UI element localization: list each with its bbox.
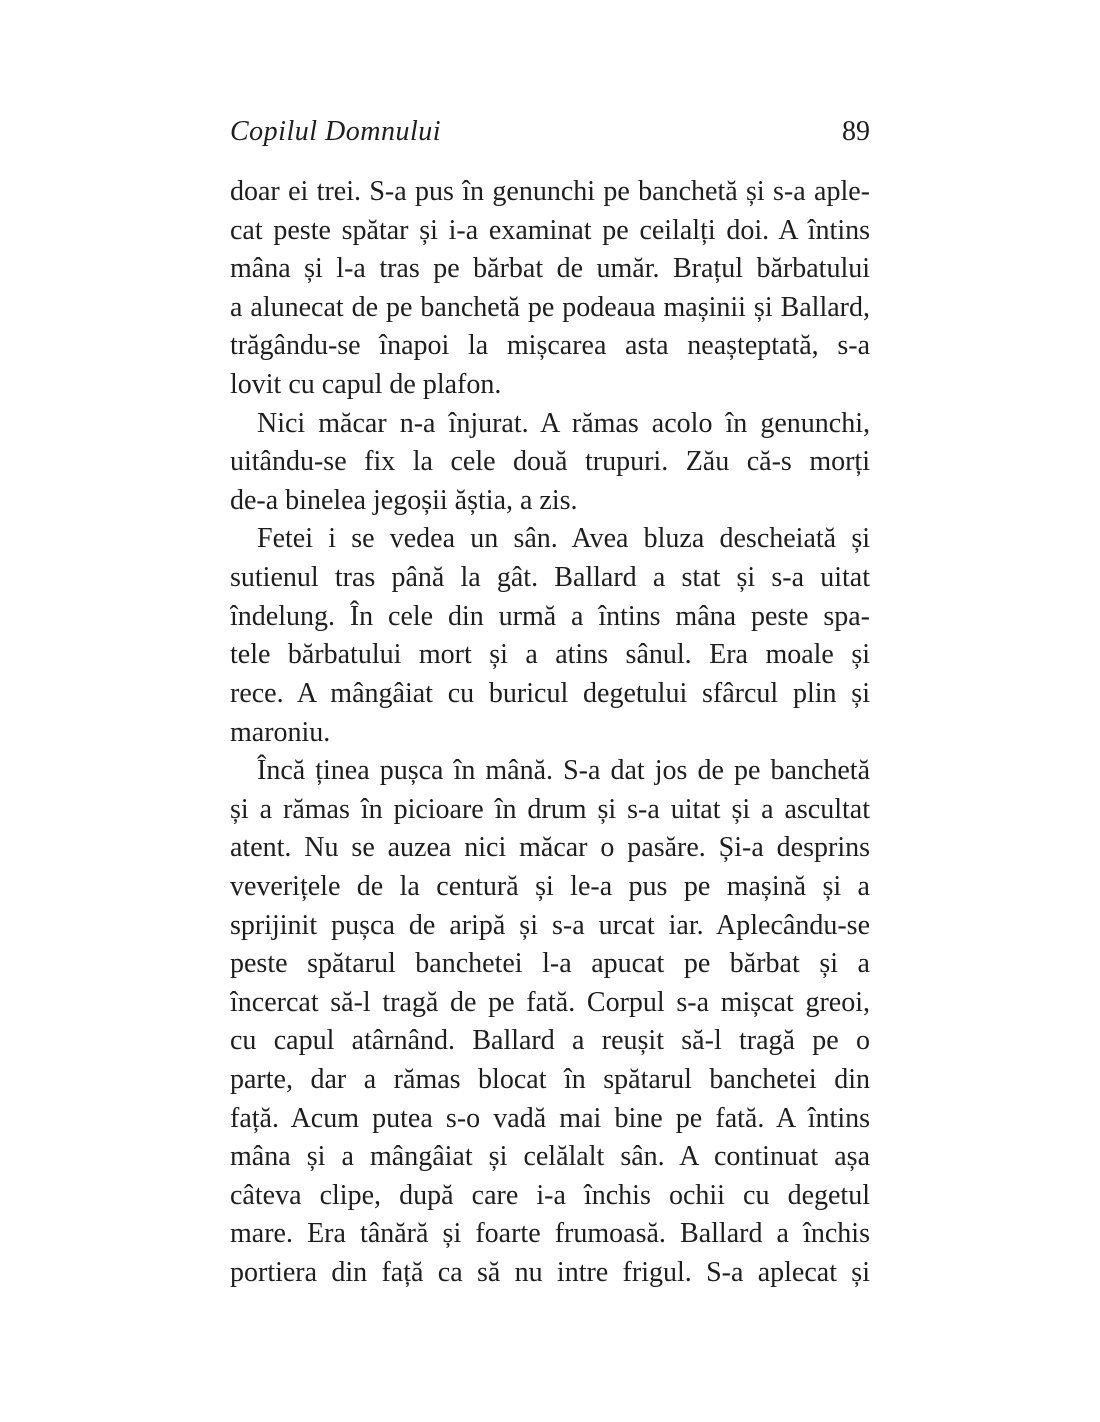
text-line: față. Acum putea s-o vadă mai bine pe fată. A întins bbox=[230, 1102, 870, 1134]
running-header bbox=[230, 117, 870, 147]
paragraph bbox=[230, 405, 870, 521]
text-line: cat peste spătar și i-a examinat pe ceilalți doi. A întins bbox=[230, 214, 870, 246]
text-line: mâna și l-a tras pe bărbat de umăr. Brațul bărbatului bbox=[230, 253, 870, 285]
paragraph bbox=[230, 752, 870, 1293]
text-line: doar ei trei. S-a pus în genunchi pe banchetă și s-a aple- bbox=[230, 176, 870, 207]
text-line: câteva clipe, după care i-a închis ochii cu degetul bbox=[230, 1179, 870, 1211]
text-line: atent. Nu se auzea nici măcar o pasăre. Și-a desprins bbox=[230, 832, 870, 864]
text-line: încercat să-l tragă de pe fată. Corpul s-a mișcat greoi, bbox=[230, 986, 870, 1018]
paragraph bbox=[230, 173, 870, 405]
text-line: uitându-se fix la cele două trupuri. Zău că-s morți bbox=[230, 446, 870, 478]
text-line: portiera din față ca să nu intre frigul. S-a aplecat și bbox=[230, 1257, 870, 1289]
paragraph bbox=[230, 520, 870, 752]
text-line: Nici măcar n-a înjurat. A rămas acolo în genunchi, bbox=[257, 407, 870, 439]
page-number: 89 bbox=[842, 116, 870, 147]
text-line: tele bărbatului mort și a atins sânul. Era moale și bbox=[230, 639, 870, 671]
text-line: mâna și a mângâiat și celălalt sân. A continuat așa bbox=[230, 1141, 870, 1173]
running-title: Copilul Domnului bbox=[230, 116, 442, 147]
text-line: lovit cu capul de plafon. bbox=[230, 369, 502, 401]
text-line: veverițele de la centură și le-a pus pe mașină și a bbox=[230, 870, 870, 902]
text-line: trăgându-se înapoi la mișcarea asta neașteptată, s-a bbox=[230, 330, 870, 362]
text-line: de-a binelea jegoșii ăștia, a zis. bbox=[230, 484, 578, 516]
text-line: și a rămas în picioare în drum și s-a uitat și a ascultat bbox=[230, 793, 870, 825]
text-line: sprijinit pușca de aripă și s-a urcat iar. Aplecându-se bbox=[230, 909, 870, 941]
text-line: cu capul atârnând. Ballard a reușit să-l tragă pe o bbox=[230, 1025, 870, 1057]
text-line: parte, dar a rămas blocat în spătarul banchetei din bbox=[230, 1064, 870, 1096]
text-line: Încă ținea pușca în mână. S-a dat jos de pe banchetă bbox=[257, 755, 870, 787]
text-line: mare. Era tânără și foarte frumoasă. Ballard a închis bbox=[230, 1218, 870, 1250]
page-body bbox=[230, 173, 870, 1293]
text-line: rece. A mângâiat cu buricul degetului sfârcul plin și bbox=[230, 677, 870, 709]
text-line: Fetei i se vedea un sân. Avea bluza descheiată și bbox=[257, 523, 870, 555]
text-line: peste spătarul banchetei l-a apucat pe bărbat și a bbox=[230, 948, 870, 980]
text-line: a alunecat de pe banchetă pe podeaua mașinii și Ballard, bbox=[230, 291, 870, 323]
text-line: sutienul tras până la gât. Ballard a stat și s-a uitat bbox=[230, 562, 870, 594]
text-line: îndelung. În cele din urmă a întins mâna peste spa- bbox=[230, 600, 870, 632]
text-line: maroniu. bbox=[230, 716, 331, 748]
